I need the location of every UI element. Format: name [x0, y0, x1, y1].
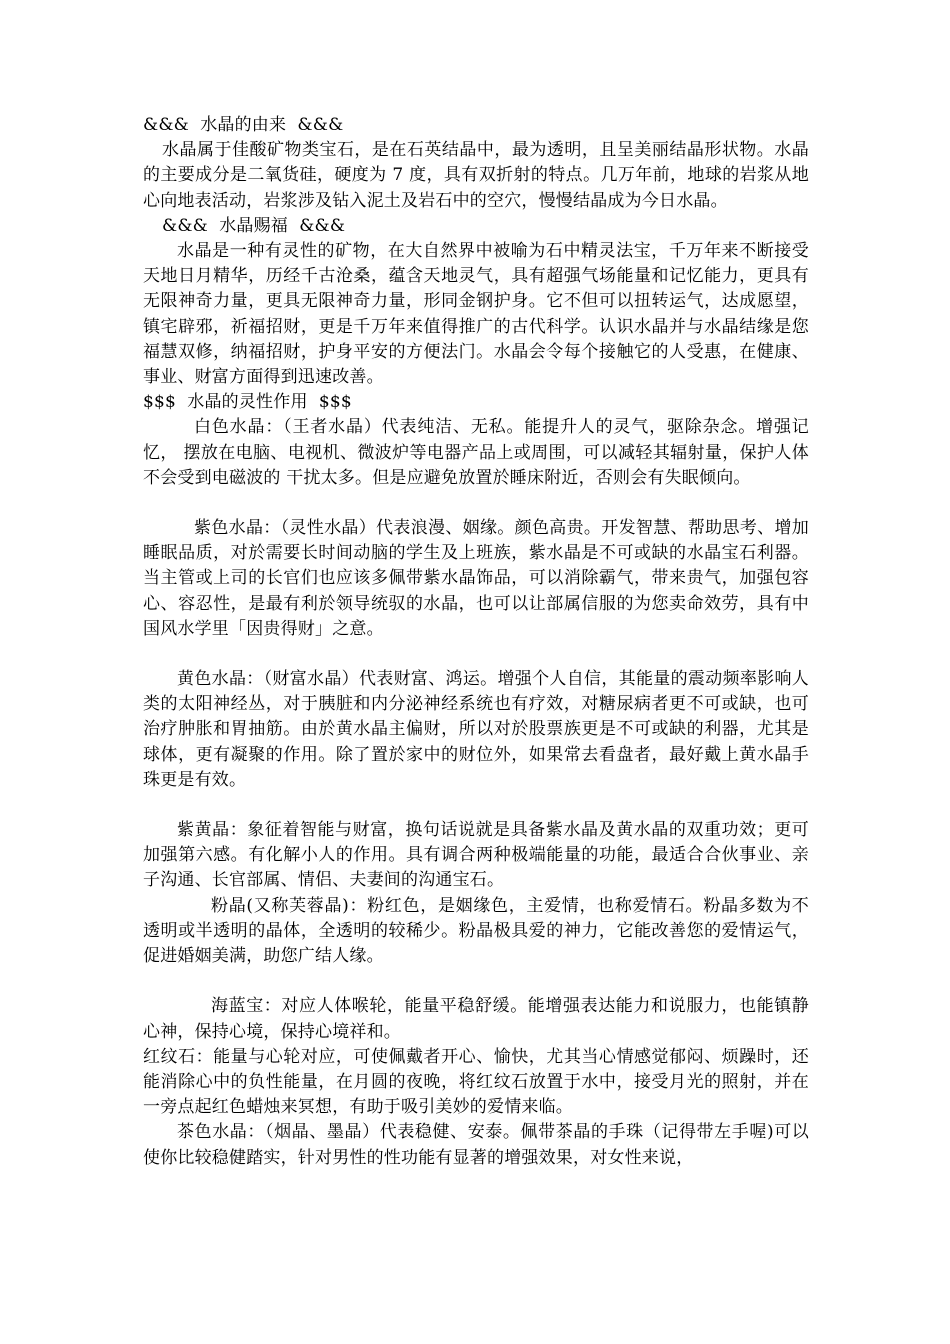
blank-line [143, 491, 809, 516]
paragraph-aquamarine: 海蓝宝：对应人体喉轮，能量平稳舒缓。能增强表达能力和说服力，也能镇静心神，保持心境，保持心境祥和。 [143, 996, 809, 1042]
paragraph-crystal-origin: 水晶属于佳酸矿物类宝石，是在石英结晶中，最为透明，且呈美丽结晶形状物。水晶的主要成分是二氧货硅，硬度为 7 度，具有双折射的特点。几万年前，地球的岩浆从地心向地表活动，岩浆涉及钻入泥土及岩石中的空穴，慢慢结晶成为今日水晶。 [143, 140, 809, 211]
heading-crystal-blessing: &&& 水晶赐福 &&& [162, 215, 346, 236]
document-body [143, 113, 809, 1171]
blank-line [143, 969, 809, 994]
paragraph-ametrine: 紫黄晶：象征着智能与财富，换句话说就是具备紫水晶及黄水晶的双重功效；更可加强第六感。有化解小人的作用。具有调合两种极端能量的功能，最适合合伙事业、亲子沟通、长官部属、情侣、夫妻间的沟通宝石。 [143, 820, 809, 891]
heading-crystal-origin: &&& 水晶的由来 &&& [143, 115, 344, 135]
heading-crystal-spirit: $$$ 水晶的灵性作用 $$$ [143, 392, 352, 413]
paragraph-smoky-quartz: 茶色水晶：（烟晶、墨晶）代表稳健、安泰。佩带茶晶的手珠（记得带左手喔)可以使你比较稳健踏实，针对男性的性功能有显著的增强效果，对女性来说， [143, 1122, 809, 1168]
paragraph-rose-quartz: 粉晶(又称芙蓉晶)：粉红色，是姻缘色，主爱情，也称爱情石。粉晶多数为不透明或半透明的晶体，全透明的较稀少。粉晶极具爱的神力，它能改善您的爱情运气，促进婚姻美满，助您广结人缘。 [143, 895, 809, 967]
paragraph-purple-crystal: 紫色水晶：（灵性水晶）代表浪漫、姻缘。颜色高贵。开发智慧、帮助思考、增加睡眠品质，对於需要长时间动脑的学生及上班族，紫水晶是不可或缺的水晶宝石利器。当主管或上司的长官们也应该多佩带紫水晶饰品，可以消除霸气，带来贵气，加强包容心、容忍性，是最有利於领导统驭的水晶，也可以让部属信服的为您卖命效劳，具有中国风水学里「因贵得财」之意。 [143, 518, 809, 639]
paragraph-yellow-crystal: 黄色水晶：（财富水晶）代表财富、鸿运。增强个人自信，其能量的震动频率影响人类的太阳神经丛，对于胰脏和内分泌神经系统也有疗效，对糖尿病者更不可或缺，也可治疗肿胀和胃抽筋。由於黄水晶主偏财，所以对於股票族更是不可或缺的利器，尤其是球体，更有凝聚的作用。除了置於家中的财位外，如果常去看盘者，最好戴上黄水晶手珠更是有效。 [143, 669, 809, 790]
paragraph-white-crystal: 白色水晶：（王者水晶）代表纯洁、无私。能提升人的灵气，驱除杂念。增强记忆， 摆放在电脑、电视机、微波炉等电器产品上或周围，可以减轻其辐射量，保护人体不会受到电磁波的 干扰太多。但是应避免放置於睡床附近，否则会有失眠倾向。 [143, 417, 809, 488]
blank-line [143, 793, 809, 818]
blank-line [143, 642, 809, 667]
paragraph-crystal-blessing: 水晶是一种有灵性的矿物，在大自然界中被喻为石中精灵法宝，千万年来不断接受天地日月精华，历经千古沧桑，蕴含天地灵气，具有超强气场能量和记忆能力，更具有无限神奇力量，更具无限神奇力量，形同金钢护身。它不但可以扭转运气，达成愿望，镇宅辟邪，祈福招财，更是千万年来值得推广的古代科学。认识水晶并与水晶结缘是您福慧双修，纳福招财，护身平安的方便法门。水晶会令每个接触它的人受惠，在健康、事业、财富方面得到迅速改善。 [143, 241, 809, 388]
paragraph-rhodochrosite: 红纹石：能量与心轮对应，可使佩戴者开心、愉快，尤其当心情感觉郁闷、烦躁时，还能消除心中的负性能量，在月圆的夜晚，将红纹石放置于水中，接受月光的照射，并在一旁点起红色蜡烛来冥想，有助于吸引美妙的爱情来临。 [143, 1046, 809, 1118]
